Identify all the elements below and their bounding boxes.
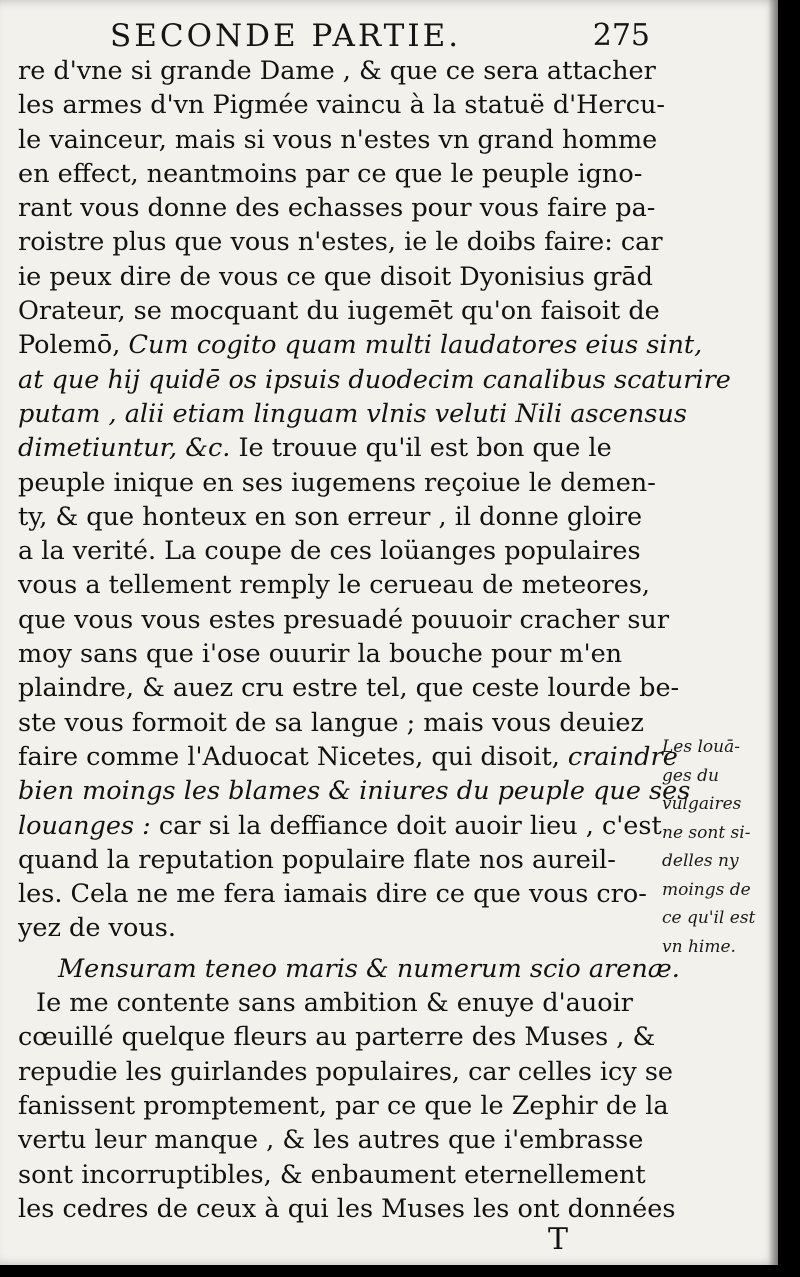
text-line: repudie les guirlandes populaires, car celles icy se xyxy=(18,1056,674,1087)
text-line: re d'vne si grande Dame , & que ce sera attacher xyxy=(18,56,656,86)
text-line-italic: putam , alii etiam linguam vlnis veluti Nili ascensus xyxy=(18,398,687,429)
text-line: peuple inique en ses iugemens reçoiue le demen- xyxy=(18,467,656,498)
margin-note-line: delles ny xyxy=(662,851,739,871)
text-line: Orateur, se mocquant du iugemēt qu'on faisoit de xyxy=(18,296,660,327)
page-number: 275 xyxy=(592,18,650,53)
text-line xyxy=(18,431,658,465)
text-roman: faire comme l'Aduocat Nicetes, qui disoit, xyxy=(18,741,560,772)
margin-note-line: ce qu'il est xyxy=(662,908,756,928)
latin-quotation: Mensuram teneo maris & numerum scio arenæ. xyxy=(58,953,680,984)
header-title: SECONDE PARTIE. xyxy=(110,18,462,54)
text-line: ty, & que honteux en son erreur , il donne gloire xyxy=(18,501,643,532)
text-line: roistre plus que vous n'estes, ie le doibs faire: car xyxy=(18,227,663,258)
text-line: fanissent promptement, par ce que le Zephir de la xyxy=(18,1090,669,1121)
text-line: les. Cela ne me fera iamais dire ce que vous cro- xyxy=(18,879,647,910)
margin-note-line: vulgaires xyxy=(662,794,742,814)
text-line: ste vous formoit de sa langue ; mais vous deuiez xyxy=(18,707,644,738)
running-header xyxy=(110,18,650,58)
text-line: yez de vous. xyxy=(18,913,176,944)
text-line: le vainceur, mais si vous n'estes vn grand homme xyxy=(18,124,658,155)
text-roman: Polemō, xyxy=(18,330,121,361)
text-line: vous a tellement remply le cerueau de meteores, xyxy=(18,570,651,601)
text-italic-latin: dimetiuntur, &c. xyxy=(18,433,231,464)
text-line: ie peux dire de vous ce que disoit Dyonisius grād xyxy=(18,261,653,292)
text-roman: car si la deffiance doit auoir lieu , c'est xyxy=(150,810,662,841)
signature-mark: T xyxy=(548,1222,569,1257)
margin-note-line: ges du xyxy=(662,765,719,786)
margin-note-line: vn hime. xyxy=(662,936,736,957)
text-line: Ie me contente sans ambition & enuye d'auoir xyxy=(36,988,633,1019)
text-roman: Ie trouue qu'il est bon que le xyxy=(230,433,612,464)
text-line: moy sans que i'ose ouurir la bouche pour m'en xyxy=(18,639,623,670)
margin-note xyxy=(662,733,772,961)
margin-note-line: Les louā- xyxy=(662,737,740,757)
text-italic-latin: Cum cogito quam multi laudatores eius sint, xyxy=(128,330,703,361)
text-line: que vous vous estes presuadé pouuoir cracher sur xyxy=(18,604,670,635)
text-line xyxy=(18,809,662,843)
text-italic: craindre xyxy=(567,741,678,772)
text-italic: louanges : xyxy=(18,810,151,841)
text-line: sont incorruptibles, & enbaument eternellement xyxy=(18,1159,646,1190)
text-line: a la verité. La coupe de ces loüanges populaires xyxy=(18,536,641,567)
text-line: en effect, neantmoins par ce que le peuple igno- xyxy=(18,158,643,189)
text-line xyxy=(18,328,703,362)
text-line: les armes d'vn Pigmée vaincu à la statuë d'Hercu- xyxy=(18,90,666,121)
text-line: les cedres de ceux à qui les Muses les ont données xyxy=(18,1193,676,1224)
margin-note-line: ne sont si- xyxy=(662,822,751,843)
text-line: rant vous donne des echasses pour vous faire pa- xyxy=(18,193,656,224)
text-line-italic: bien moings les blames & iniures du peuple que ses xyxy=(18,776,691,807)
text-line: cœuillé quelque fleurs au parterre des Muses , & xyxy=(18,1022,656,1053)
text-line xyxy=(18,740,678,774)
text-line: plaindre, & auez cru estre tel, que ceste lourde be- xyxy=(18,673,680,704)
text-line-italic: at que hij quidē os ipsuis duodecim canalibus scaturire xyxy=(18,364,731,395)
margin-note-line: moings de xyxy=(662,879,751,900)
text-line: vertu leur manque , & les autres que i'embrasse xyxy=(18,1125,644,1156)
text-line: quand la reputation populaire flate nos aureil- xyxy=(18,844,616,875)
